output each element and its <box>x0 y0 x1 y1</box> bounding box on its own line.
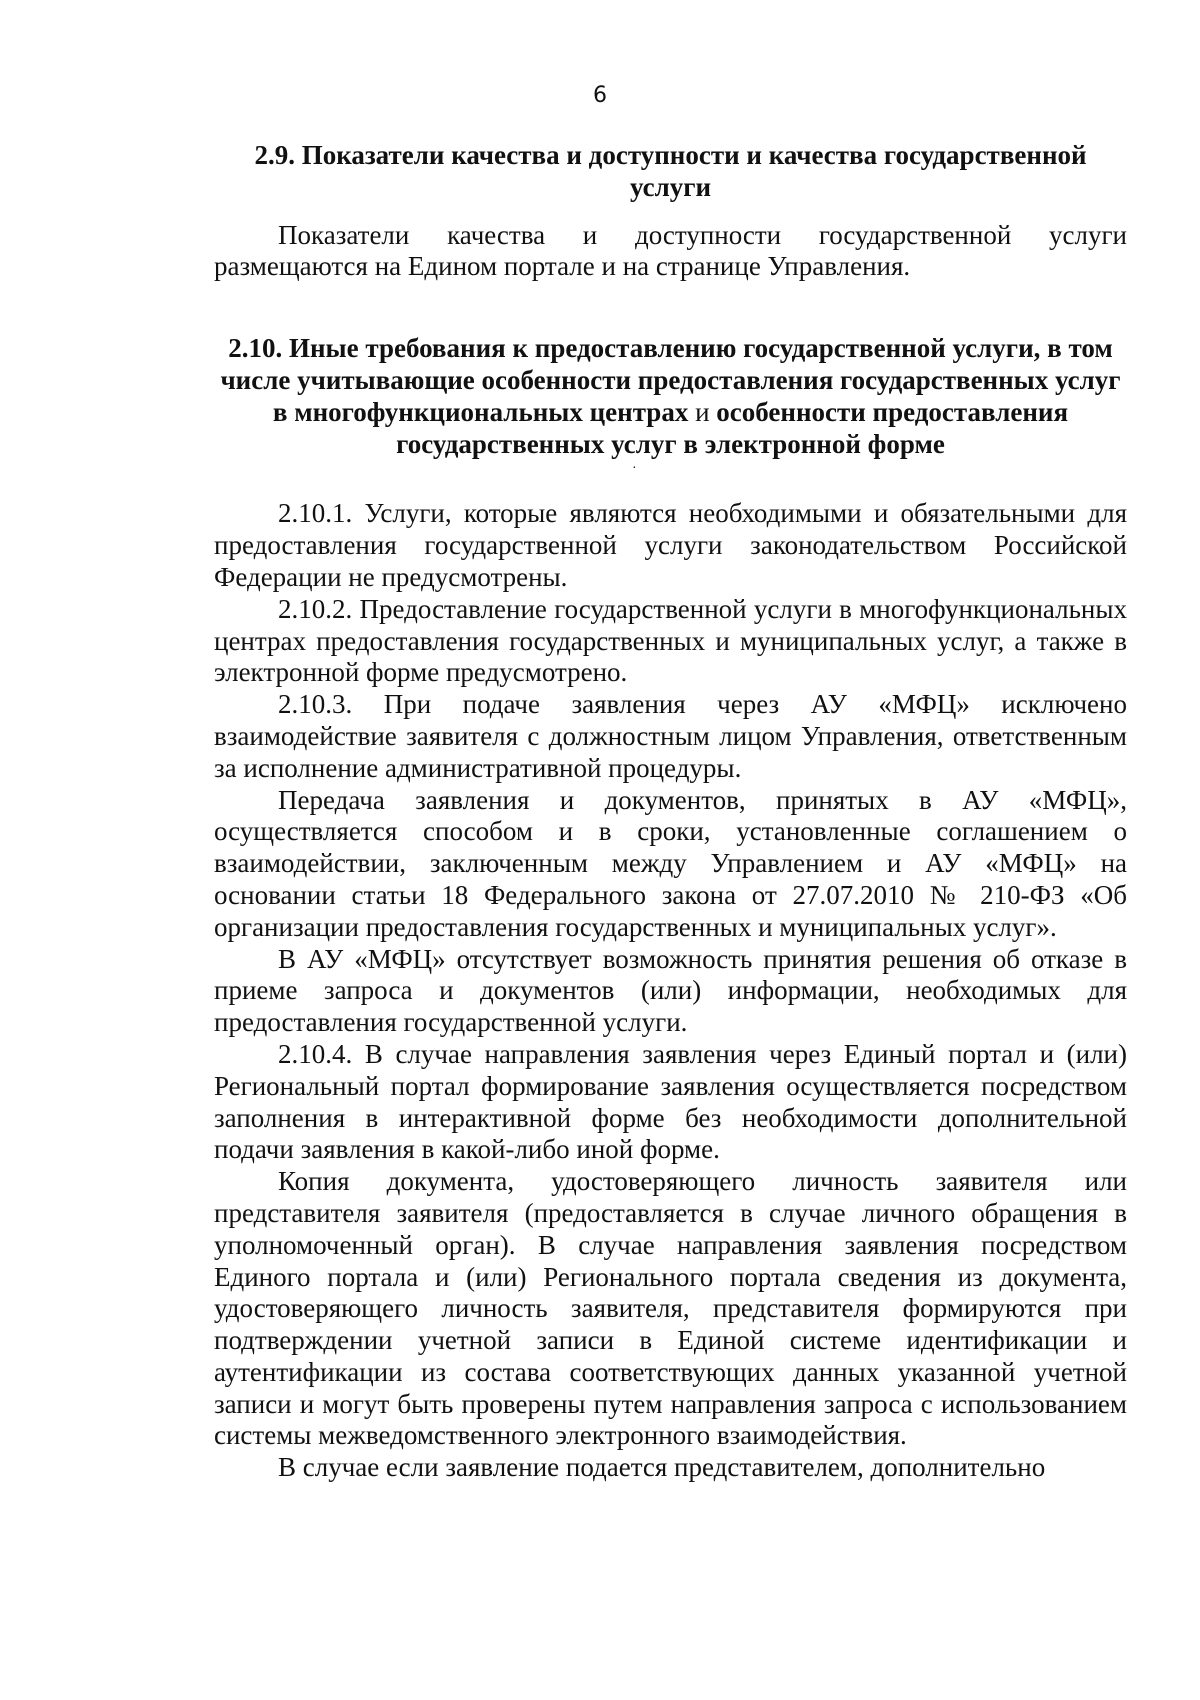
paragraph-2-10-1: 2.10.1. Услуги, которые являются необходимыми и обязательными для предоставления государственной услуги законодательством Российской Федерации не предусмотрены. <box>214 498 1127 592</box>
paragraph-2-9-text: Показатели качества и доступности государственной услуги размещаются на Едином портале и на странице Управления. <box>214 219 1127 282</box>
paragraph-2-10-4: 2.10.4. В случае направления заявления через Единый портал и (или) Региональный портал формирование заявления осуществляется посредством заполнения в интерактивной форме без необходимости дополнительной подачи заявления в какой-либо иной форме. <box>214 1038 1127 1165</box>
paragraph-refusal: В АУ «МФЦ» отсутствует возможность принятия решения об отказе в приеме запроса и документов (или) информации, необходимых для предоставления государственной услуги. <box>214 943 1127 1038</box>
section-2-10-heading-part-1: 2.10. Иные требования к предоставлению государственной услуги, в том числе учитывающие особенности предоставления государственных услуг в многофункциональных центрах <box>220 333 1121 427</box>
stray-mark-row <box>214 460 1127 498</box>
paragraph-id-copy: Копия документа, удостоверяющего личность заявителя или представителя заявителя (предоставляется в случае личного обращения в уполномоченный орган). В случае направления заявления посредством Единого портала и (или) Регионального портала сведения из документа, удостоверяющего личность заявителя, представителя формируются при подтверждении учетной записи в Единой системе идентификации и аутентификации из состава соответствующих данных указанной учетной записи и могут быть проверены путем направления запроса с использованием системы межведомственного электронного взаимодействия. <box>214 1166 1127 1451</box>
section-2-10-heading <box>214 333 1127 460</box>
section-2-10-heading-conjunction: и <box>688 396 717 427</box>
paragraph-2-10-2: 2.10.2. Предоставление государственной услуги в многофункциональных центрах предоставления государственных и муниципальных услуг, а также в электронной форме предусмотрено. <box>214 593 1127 688</box>
paragraph-representative: В случае если заявление подается представителем, дополнительно <box>278 1452 1046 1483</box>
section-2-9-heading: 2.9. Показатели качества и доступности и качества государственной услуги <box>254 140 1087 202</box>
paragraph-transfer: Передача заявления и документов, принятых в АУ «МФЦ», осуществляется способом и в сроки, установленные соглашением о взаимодействии, заключенным между Управлением и АУ «МФЦ» на основании статьи 18 Федерального закона от 27.07.2010 № 210-ФЗ «Об организации предоставления государственных и муниципальных услуг». <box>214 784 1127 942</box>
paragraph-2-10-3: 2.10.3. При подаче заявления через АУ «МФЦ» исключено взаимодействие заявителя с должностным лицом Управления, ответственным за исполнение административной процедуры. <box>214 689 1127 783</box>
spacer <box>214 283 1127 333</box>
section-2-10-heading-part-2: особенности предоставления государственных услуг в электронной форме <box>396 396 1069 459</box>
spacer <box>214 204 1127 220</box>
page-number: 6 <box>593 83 607 108</box>
stray-mark: · <box>632 461 637 477</box>
document-body <box>214 140 1127 1484</box>
